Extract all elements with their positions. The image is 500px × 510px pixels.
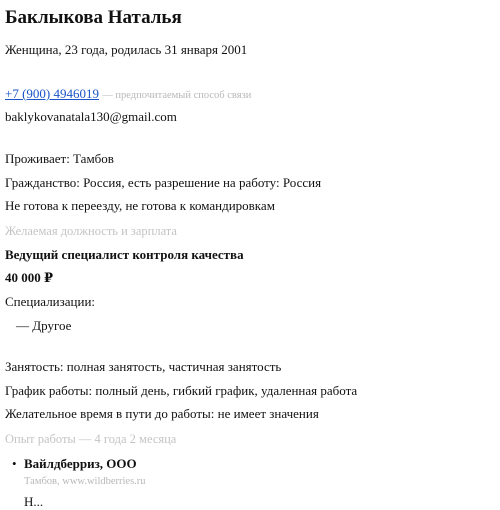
citizenship: Гражданство: Россия, есть разрешение на работу: Россия [5, 175, 322, 190]
desired-salary: 40 000 ₽ [5, 270, 54, 285]
section-experience: Опыт работы — 4 года 2 месяца [5, 432, 177, 446]
employer-location: Тамбов, www.wildberries.ru [24, 476, 146, 487]
employment: Занятость: полная занятость, частичная занятость [5, 359, 282, 374]
desired-position-title: Ведущий специалист контроля качества [5, 247, 244, 262]
schedule: График работы: полный день, гибкий график, удаленная работа [5, 383, 358, 398]
phone-row [5, 86, 251, 102]
residence: Проживает: Тамбов [5, 151, 114, 166]
specializations-label: Специализации: [5, 294, 96, 309]
phone-link[interactable]: +7 (900) 4946019 [5, 86, 99, 101]
experience-next-line: Н... [24, 494, 44, 509]
section-desired-position: Желаемая должность и зарплата [5, 224, 177, 238]
candidate-name: Баклыкова Наталья [5, 7, 182, 28]
relocation: Не готова к переезду, не готова к командировкам [5, 198, 275, 213]
phone-note: — предпочитаемый способ связи [102, 90, 252, 101]
employer-name: Вайлдберриз, ООО [24, 456, 137, 471]
email: baklykovanatala130@gmail.com [5, 109, 177, 124]
candidate-summary: Женщина, 23 года, родилась 31 января 2001 [5, 42, 248, 57]
experience-bullet: • [12, 456, 17, 471]
specialization-item: — Другое [16, 318, 72, 333]
commute: Желательное время в пути до работы: не имеет значения [5, 406, 319, 421]
